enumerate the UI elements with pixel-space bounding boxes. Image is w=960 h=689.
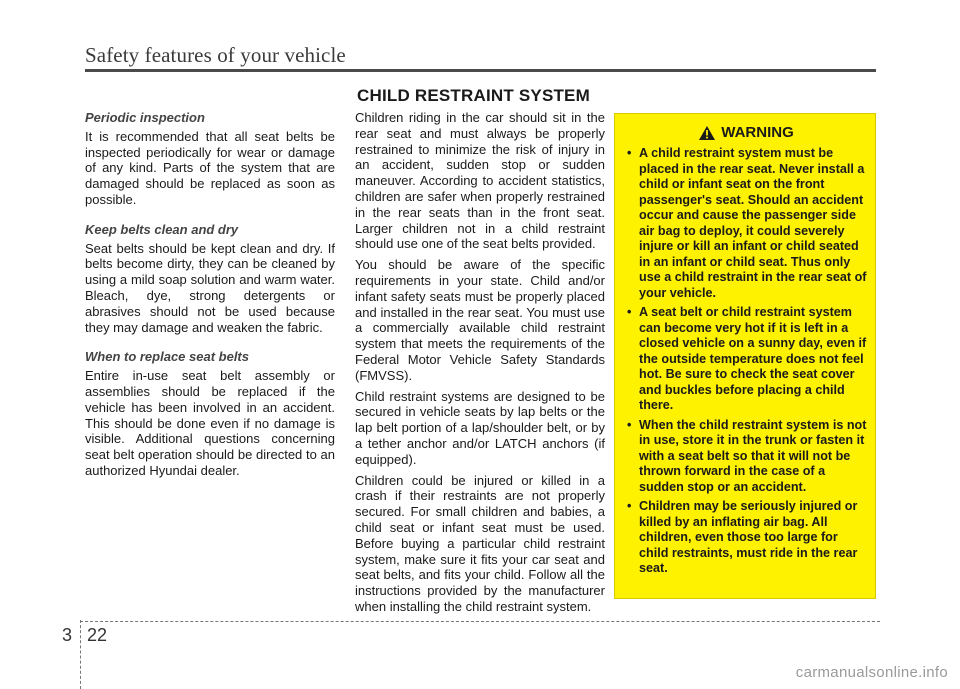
warning-title: WARNING [721,124,794,141]
child-restraint-paragraph-2: You should be aware of the specific requirements in your state. Child and/or infant safety seats must be properly placed and installed in the rear seat. You must use a commercially available child restraint system that meets the requirements of the Federal Motor Vehicle Safety Standards (FMVSS). [355,257,605,383]
keep-belts-clean-text: Seat belts should be kept clean and dry. If belts become dirty, they can be cleaned by using a mild soap solution and warm water. Bleach, dye, strong detergents or abrasives should not be used because they may damage and weaken the fabric. [85,240,335,335]
section-title: CHILD RESTRAINT SYSTEM [357,86,590,105]
watermark: carmanualsonline.info [795,664,948,681]
bullet-icon: • [627,417,632,432]
left-column [85,110,335,484]
warning-header [625,124,867,141]
periodic-inspection-heading: Periodic inspection [85,110,205,125]
warning-item [625,146,867,301]
warning-item-text: A seat belt or child restraint system can become very hot if it is left in a closed vehicle on a sunny day, even if the outside temperature does not feel hot. Be sure to check the seat cover and buckles before placing a child there. [639,305,867,412]
warning-triangle-icon [698,125,716,141]
child-restraint-paragraph-3: Child restraint systems are designed to be secured in vehicle seats by lap belts or the lap belt portion of a lap/shoulder belt, or by a tether anchor and/or LATCH anchors (if equipped). [355,388,605,467]
page-header-title: Safety features of your vehicle [85,43,346,67]
margin-guide-line [80,620,81,689]
warning-item [625,418,867,496]
warning-item [625,305,867,414]
child-restraint-paragraph-1: Children riding in the car should sit in the rear seat and must always be properly restrained to minimize the risk of injury in an accident, sudden stop or sudden maneuver. According to accident statistics, children are safer when properly restrained in the rear seats than in the front seat. Larger children not in a child restraint should use one of the seat belts provided. [355,110,605,252]
page-number: 22 [87,625,108,645]
bullet-icon: • [627,499,632,513]
warning-box [614,113,876,599]
warning-item-text: Children may be seriously injured or killed by an inflating air bag. All children, even those too large for child restraints, must ride in the rear seat. [639,499,858,575]
bullet-icon: • [627,305,632,319]
middle-column [355,110,605,620]
child-restraint-paragraph-4: Children could be injured or killed in a crash if their restraints are not properly secured. For small children and babies, a child seat or infant seat must be used. Before buying a particular child restraint system, make sure it fits your car seat and seat belts, and fits your child. Follow all the instructions provided by the manufacturer when installing the child restraint system. [355,472,605,614]
chapter-number: 3 [62,625,73,645]
warning-item [625,499,867,577]
warning-item-text: A child restraint system must be placed in the rear seat. Never install a child or infant seat on the front passenger's seat. Should an accident occur and cause the passenger side air bag to deploy, it could severely injure or kill an infant or child seated in an infant or child seat. Thus only use a child restraint in the rear seat of your vehicle. [639,146,867,300]
replace-belts-text: Entire in-use seat belt assembly or assemblies should be replaced if the vehicle has been involved in an accident. This should be done even if no damage is visible. Additional questions concerning seat belt operation should be directed to an authorized Hyundai dealer. [85,368,335,478]
replace-belts-heading: When to replace seat belts [85,349,249,365]
keep-belts-clean-heading: Keep belts clean and dry [85,221,239,237]
warning-list [625,146,867,577]
warning-item-text: When the child restraint system is not in use, store it in the trunk or fasten it with a seat belt so that it will not be thrown forward in the case of a sudden stop or an accident. [639,417,867,494]
footer-divider [80,621,880,622]
header-divider [85,69,876,72]
bullet-icon: • [627,146,632,160]
periodic-inspection-text: It is recommended that all seat belts be inspected periodically for wear or damage of any kind. Parts of the system that are damaged should be replaced as soon as possible. [85,128,335,207]
